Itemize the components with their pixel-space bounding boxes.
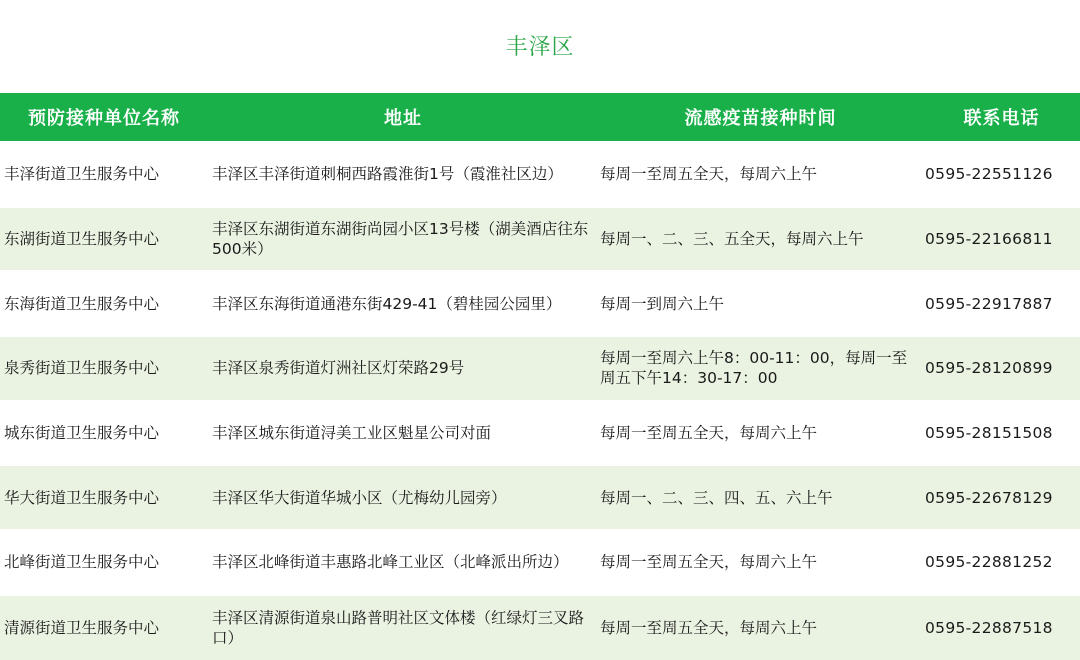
address-cell: 丰泽区华大街道华城小区（尤梅幼儿园旁）: [208, 465, 598, 530]
time-cell: 每周一、二、三、五全天，每周六上午: [598, 207, 923, 272]
address-cell: 丰泽区清源街道泉山路普明社区文体楼（红绿灯三叉路口）: [208, 595, 598, 660]
table-row: [0, 142, 1080, 207]
phone-cell[interactable]: 0595-22917887: [923, 271, 1080, 336]
table-row: [0, 465, 1080, 530]
phone-cell[interactable]: 0595-22881252: [923, 530, 1080, 595]
unit-name-cell: 泉秀街道卫生服务中心: [0, 336, 208, 401]
phone-cell[interactable]: 0595-22887518: [923, 595, 1080, 660]
header-phone: 联系电话: [963, 108, 1040, 129]
table-row: [0, 595, 1080, 660]
table-row: [0, 336, 1080, 401]
time-cell: 每周一至周五全天，每周六上午: [598, 595, 923, 660]
address-cell: 丰泽区城东街道浔美工业区魁星公司对面: [208, 401, 598, 466]
phone-cell[interactable]: 0595-28120899: [923, 336, 1080, 401]
table-body: [0, 142, 1080, 660]
unit-name-cell: 清源街道卫生服务中心: [0, 595, 208, 660]
table-header: [0, 93, 1080, 142]
address-cell: 丰泽区丰泽街道刺桐西路霞淮街1号（霞淮社区边）: [208, 142, 598, 207]
time-cell: 每周一到周六上午: [598, 271, 923, 336]
time-cell: 每周一至周五全天，每周六上午: [598, 142, 923, 207]
time-cell: 每周一至周五全天，每周六上午: [598, 530, 923, 595]
phone-cell[interactable]: 0595-22551126: [923, 142, 1080, 207]
vaccination-sites-table: [0, 93, 1080, 660]
time-cell: 每周一、二、三、四、五、六上午: [598, 465, 923, 530]
header-address: 地址: [384, 108, 422, 129]
address-cell: 丰泽区泉秀街道灯洲社区灯荣路29号: [208, 336, 598, 401]
table-row: [0, 401, 1080, 466]
phone-cell[interactable]: 0595-22166811: [923, 207, 1080, 272]
header-unit-name: 预防接种单位名称: [28, 108, 180, 129]
phone-cell[interactable]: 0595-28151508: [923, 401, 1080, 466]
unit-name-cell: 华大街道卫生服务中心: [0, 465, 208, 530]
unit-name-cell: 城东街道卫生服务中心: [0, 401, 208, 466]
address-cell: 丰泽区东湖街道东湖街尚园小区13号楼（湖美酒店往东500米）: [208, 207, 598, 272]
address-cell: 丰泽区北峰街道丰惠路北峰工业区（北峰派出所边）: [208, 530, 598, 595]
header-vaccination-time: 流感疫苗接种时间: [684, 108, 837, 129]
page-title: 丰泽区: [505, 35, 575, 60]
unit-name-cell: 北峰街道卫生服务中心: [0, 530, 208, 595]
header-row: [0, 93, 1080, 142]
unit-name-cell: 东海街道卫生服务中心: [0, 271, 208, 336]
phone-cell[interactable]: 0595-22678129: [923, 465, 1080, 530]
unit-name-cell: 丰泽街道卫生服务中心: [0, 142, 208, 207]
address-cell: 丰泽区东海街道通港东街429-41（碧桂园公园里）: [208, 271, 598, 336]
table-row: [0, 271, 1080, 336]
time-cell: 每周一至周六上午8：00-11：00，每周一至周五下午14：30-17：00: [598, 336, 923, 401]
time-cell: 每周一至周五全天，每周六上午: [598, 401, 923, 466]
unit-name-cell: 东湖街道卫生服务中心: [0, 207, 208, 272]
table-row: [0, 530, 1080, 595]
table-row: [0, 207, 1080, 272]
